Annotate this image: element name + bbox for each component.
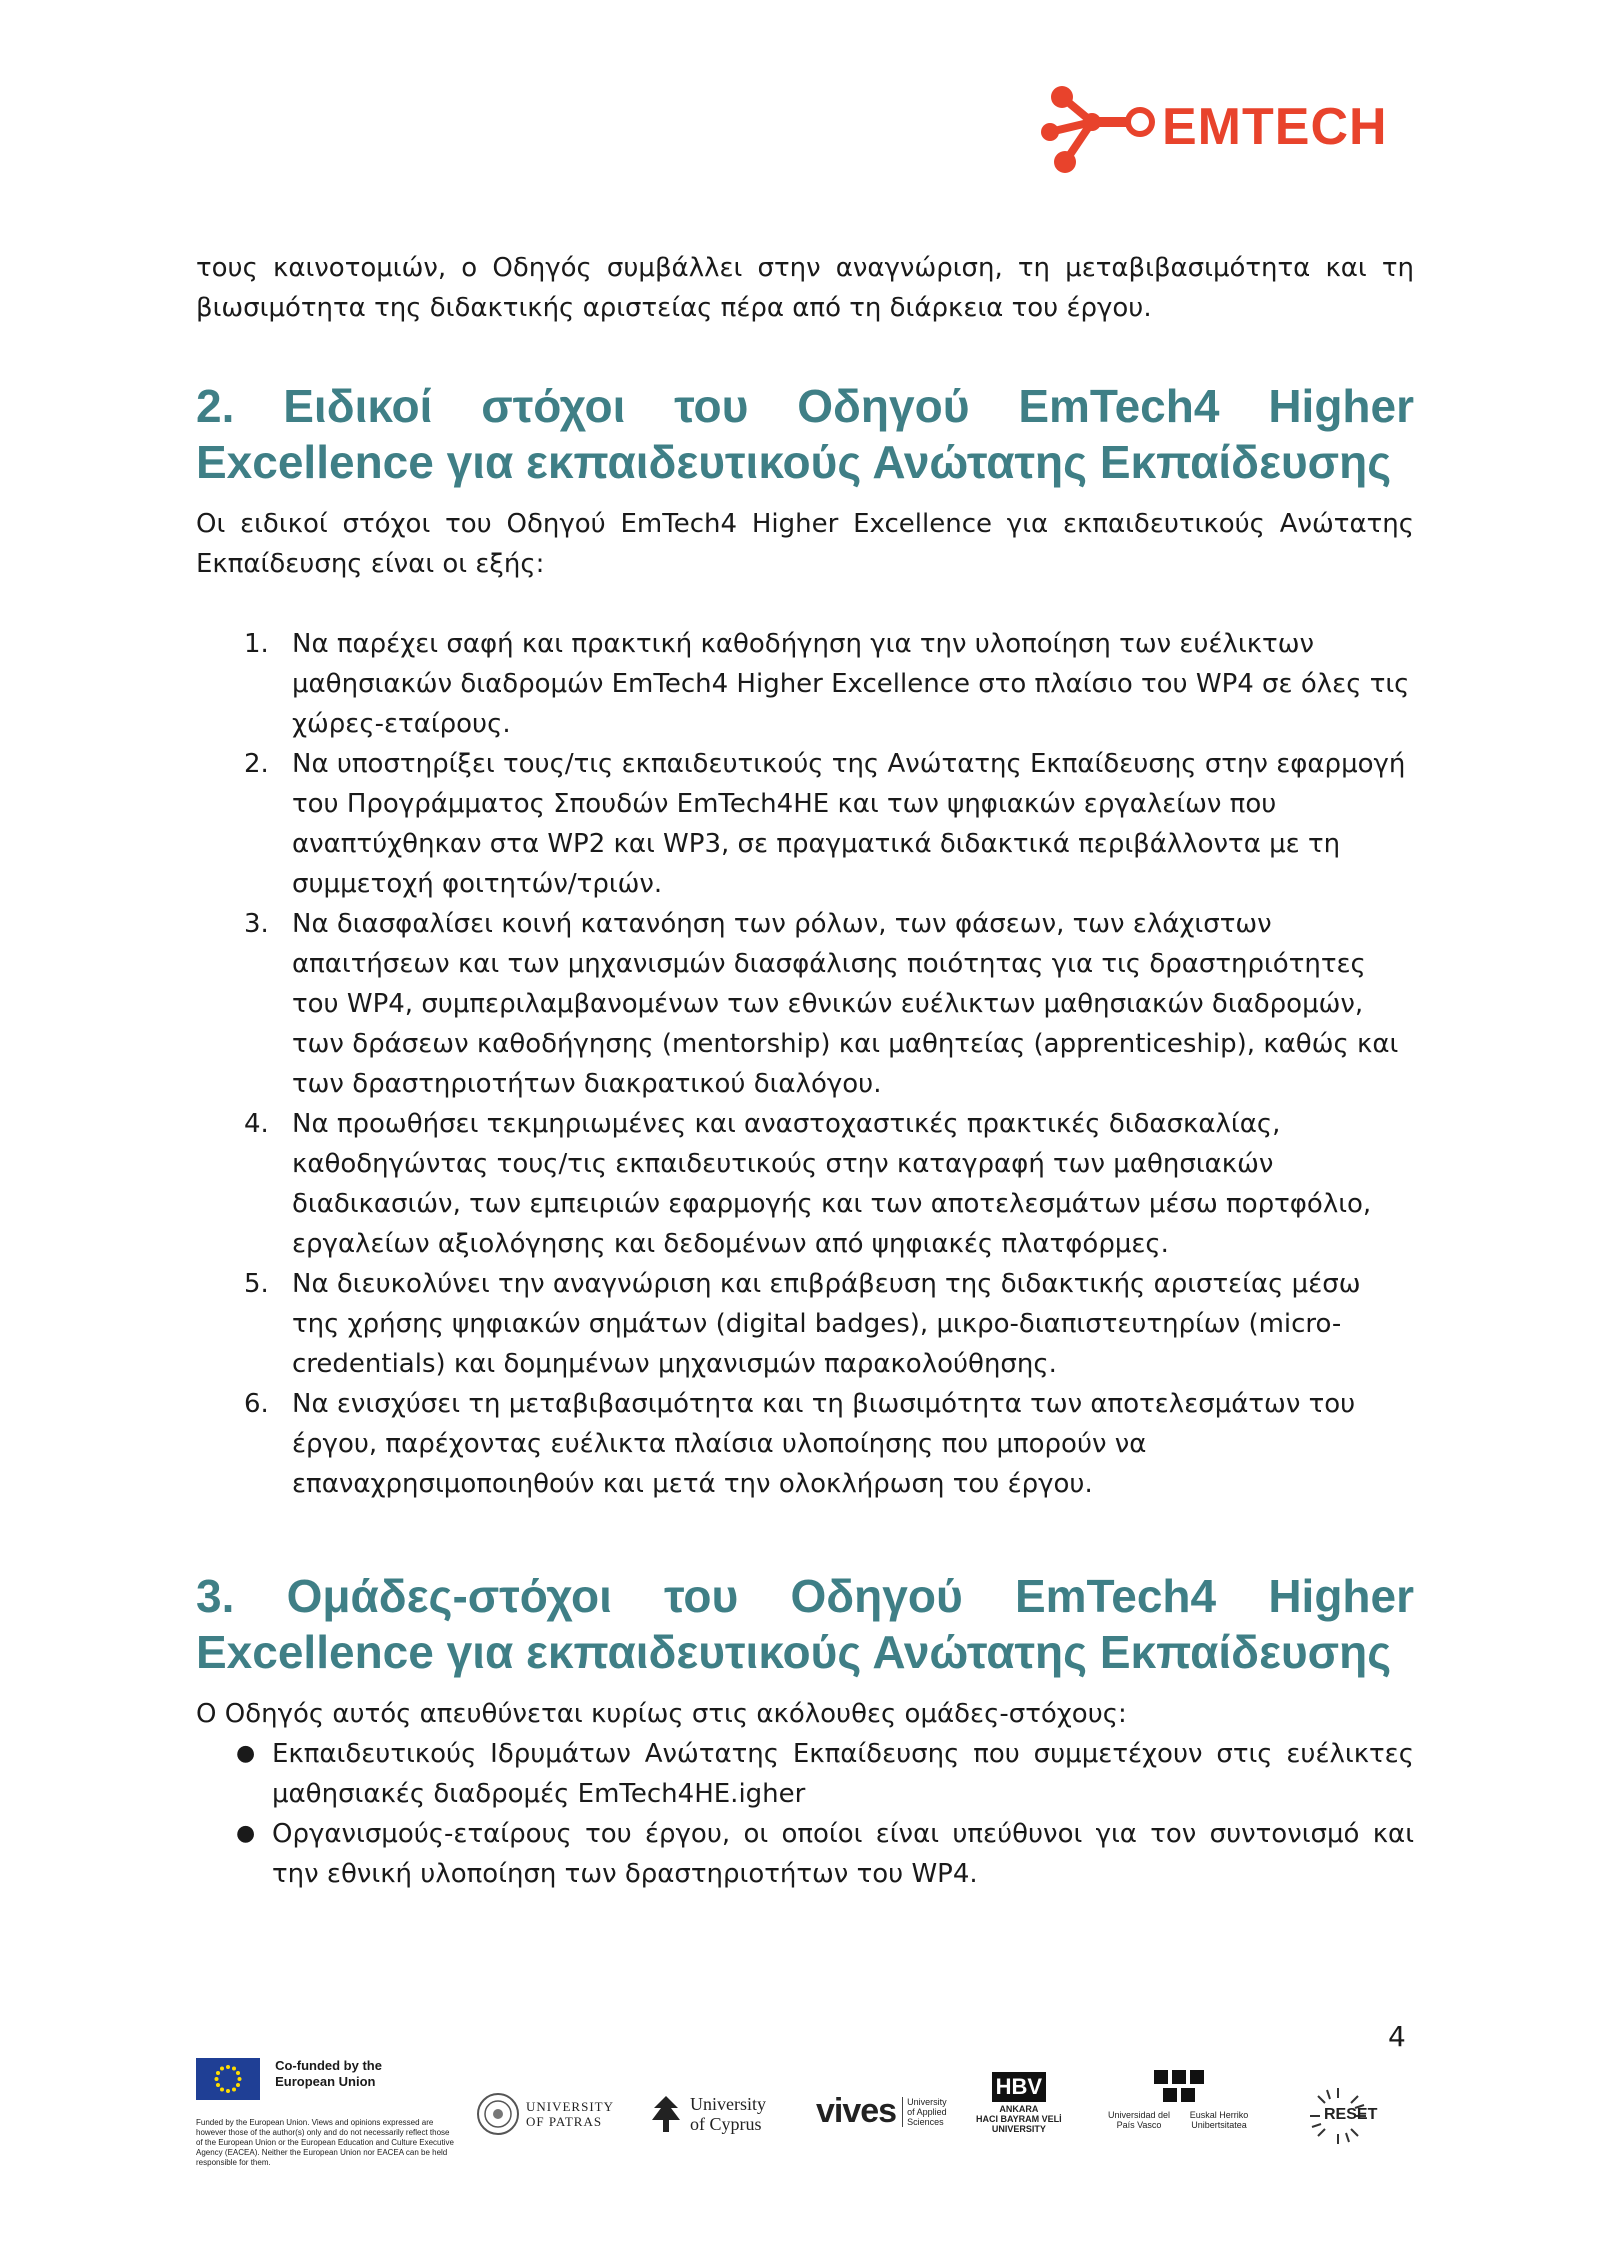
- list-number: 6.: [244, 1389, 269, 1419]
- list-item: [196, 1104, 1414, 1264]
- molecule-logo-icon: [1040, 77, 1160, 177]
- list-item-text: Να διευκολύνει την αναγνώριση και επιβράβευση της διδακτικής αριστείας μέσω της χρήσης ψηφιακών σημάτων (digital badges), μικρο-διαπιστευτηρίων (micro-credentials) και δομημένων μηχανισμών παρακολούθησης.: [292, 1269, 1361, 1379]
- bullet-icon: ●: [236, 1821, 256, 1846]
- document-body: [196, 248, 1414, 1894]
- list-item: [196, 1264, 1414, 1384]
- list-number: 2.: [244, 749, 269, 779]
- upv-label-eu: Euskal Herriko Unibertsitatea: [1189, 2110, 1249, 2130]
- list-item: [196, 1384, 1414, 1504]
- list-number: 1.: [244, 629, 269, 659]
- list-number: 4.: [244, 1109, 269, 1139]
- section-3-heading: 3. Ομάδες-στόχοι του Οδηγού EmTech4 Higher Excellence για εκπαιδευτικούς Ανώτατης Εκπαίδευσης: [196, 1570, 1414, 1678]
- footer: [196, 2058, 1426, 2208]
- section-2-heading: 2. Ειδικοί στόχοι του Οδηγού EmTech4 Higher Excellence για εκπαιδευτικούς Ανώτατης Εκπαίδευσης: [196, 380, 1414, 488]
- goals-list: [196, 624, 1414, 1504]
- list-item-text: Να παρέχει σαφή και πρακτική καθοδήγηση για την υλοποίηση των ευέλικτων μαθησιακών διαδρομών EmTech4 Higher Excellence στο πλαίσιο του WP4 σε όλες τις χώρες-εταίρους.: [292, 629, 1410, 739]
- partner-logo-hbv: [976, 2072, 1062, 2134]
- partner-logo-patras: [476, 2092, 622, 2136]
- partner-logo-upv: [1104, 2066, 1254, 2130]
- partner-logo-vives: [816, 2092, 953, 2131]
- partner-logo-reset: [1306, 2084, 1378, 2148]
- cofunded-label: Co-funded by the European Union: [275, 2058, 382, 2089]
- target-groups-list: [196, 1734, 1414, 1894]
- partner-logo-cyprus: [648, 2092, 766, 2136]
- list-item-text: Οργανισμούς-εταίρους του έργου, οι οποίοι είναι υπεύθυνοι για τον συντονισμό και την εθνική υλοποίηση των δραστηριοτήτων του WP4.: [272, 1819, 1414, 1889]
- list-item: [196, 744, 1414, 904]
- list-item: [196, 1814, 1414, 1894]
- list-item-text: Να υποστηρίξει τους/τις εκπαιδευτικούς της Ανώτατης Εκπαίδευσης στην εφαρμογή του Προγράμματος Σπουδών EmTech4HE και των ψηφιακών εργαλείων που αναπτύχθηκαν στα WP2 και WP3, σε πραγματικά διδακτικά περιβάλλοντα με τη συμμετοχή φοιτητών/τριών.: [292, 749, 1406, 899]
- upv-label-es: Universidad del País Vasco: [1107, 2110, 1171, 2130]
- page-number: 4: [1388, 2020, 1406, 2053]
- list-item: [196, 1734, 1414, 1814]
- list-item-text: Να προωθήσει τεκμηριωμένες και αναστοχαστικές πρακτικές διδασκαλίας, καθοδηγώντας τους/τις εκπαιδευτικούς στην καταγραφή των μαθησιακών διαδικασιών, των εμπειριών εφαρμογής και των αποτελεσμάτων μέσω πορτφόλιο, εργαλείων αξιολόγησης και δεδομένων από ψηφιακές πλατφόρμες.: [292, 1109, 1372, 1259]
- list-item-text: Εκπαιδευτικούς Ιδρυμάτων Ανώτατης Εκπαίδευσης που συμμετέχουν στις ευέλικτες μαθησιακές διαδρομές EmTech4HE.igher: [272, 1739, 1414, 1809]
- vives-sub-label: University of Applied Sciences: [902, 2097, 953, 2127]
- funding-disclaimer: Funded by the European Union. Views and opinions expressed are however those of the author(s) only and do not necessarily reflect those of the European Union or the European Education and Culture Executive Agency (EACEA). Neither the European Union nor EACEA can be held responsible for them.: [196, 2118, 454, 2167]
- bullet-icon: ●: [236, 1741, 256, 1766]
- logo-text: EMTECH: [1162, 98, 1388, 156]
- patras-seal-icon: [476, 2092, 520, 2136]
- upv-emblem-icon: [1150, 2066, 1208, 2110]
- patras-label: UNIVERSITY OF PATRAS: [526, 2099, 614, 2129]
- cyprus-label-line1: University: [690, 2094, 766, 2114]
- section-2-lead: Οι ειδικοί στόχοι του Οδηγού EmTech4 Higher Excellence για εκπαιδευτικούς Ανώτατης Εκπαίδευσης είναι οι εξής:: [196, 509, 1414, 579]
- hbv-line1: ANKARA: [999, 2104, 1039, 2114]
- reset-label: RESET: [1324, 2106, 1378, 2123]
- list-item-text: Να ενισχύσει τη μεταβιβασιμότητα και τη βιωσιμότητα των αποτελεσμάτων του έργου, παρέχοντας ευέλικτα πλαίσια υλοποίησης που μπορούν να επαναχρησιμοποιηθούν και μετά την ολοκλήρωση του έργου.: [292, 1389, 1356, 1499]
- cyprus-tree-icon: [648, 2092, 684, 2136]
- list-item: [196, 624, 1414, 744]
- hbv-line2: HACI BAYRAM VELİ: [976, 2114, 1062, 2124]
- list-item-text: Να διασφαλίσει κοινή κατανόηση των ρόλων, των φάσεων, των ελάχιστων απαιτήσεων και των μηχανισμών διασφάλισης ποιότητας για τις δραστηριότητες του WP4, συμπεριλαμβανομένων των εθνικών ευέλικτων μαθησιακών διαδρομών, των δράσεων καθοδήγησης (mentorship) και μαθητείας (apprenticeship), καθώς και των δραστηριοτήτων διακρατικού διαλόγου.: [292, 909, 1399, 1099]
- vives-label: vives: [816, 2092, 897, 2130]
- eu-flag-icon: [196, 2058, 260, 2100]
- eu-funding-block: [196, 2058, 456, 2168]
- list-number: 5.: [244, 1269, 269, 1299]
- intro-paragraph: τους καινοτομιών, ο Οδηγός συμβάλλει στην αναγνώριση, τη μεταβιβασιμότητα και τη βιωσιμότητα της διδακτικής αριστείας πέρα από τη διάρκεια του έργου.: [196, 253, 1414, 323]
- list-item: [196, 904, 1414, 1104]
- hbv-line3: UNIVERSITY: [991, 2124, 1046, 2134]
- list-number: 3.: [244, 909, 269, 939]
- hbv-mark: HBV: [992, 2072, 1046, 2102]
- emtech-logo: [1040, 72, 1420, 182]
- cyprus-label-line2: of Cyprus: [690, 2114, 762, 2134]
- section-3-lead: Ο Οδηγός αυτός απευθύνεται κυρίως στις ακόλουθες ομάδες-στόχους:: [196, 1699, 1127, 1729]
